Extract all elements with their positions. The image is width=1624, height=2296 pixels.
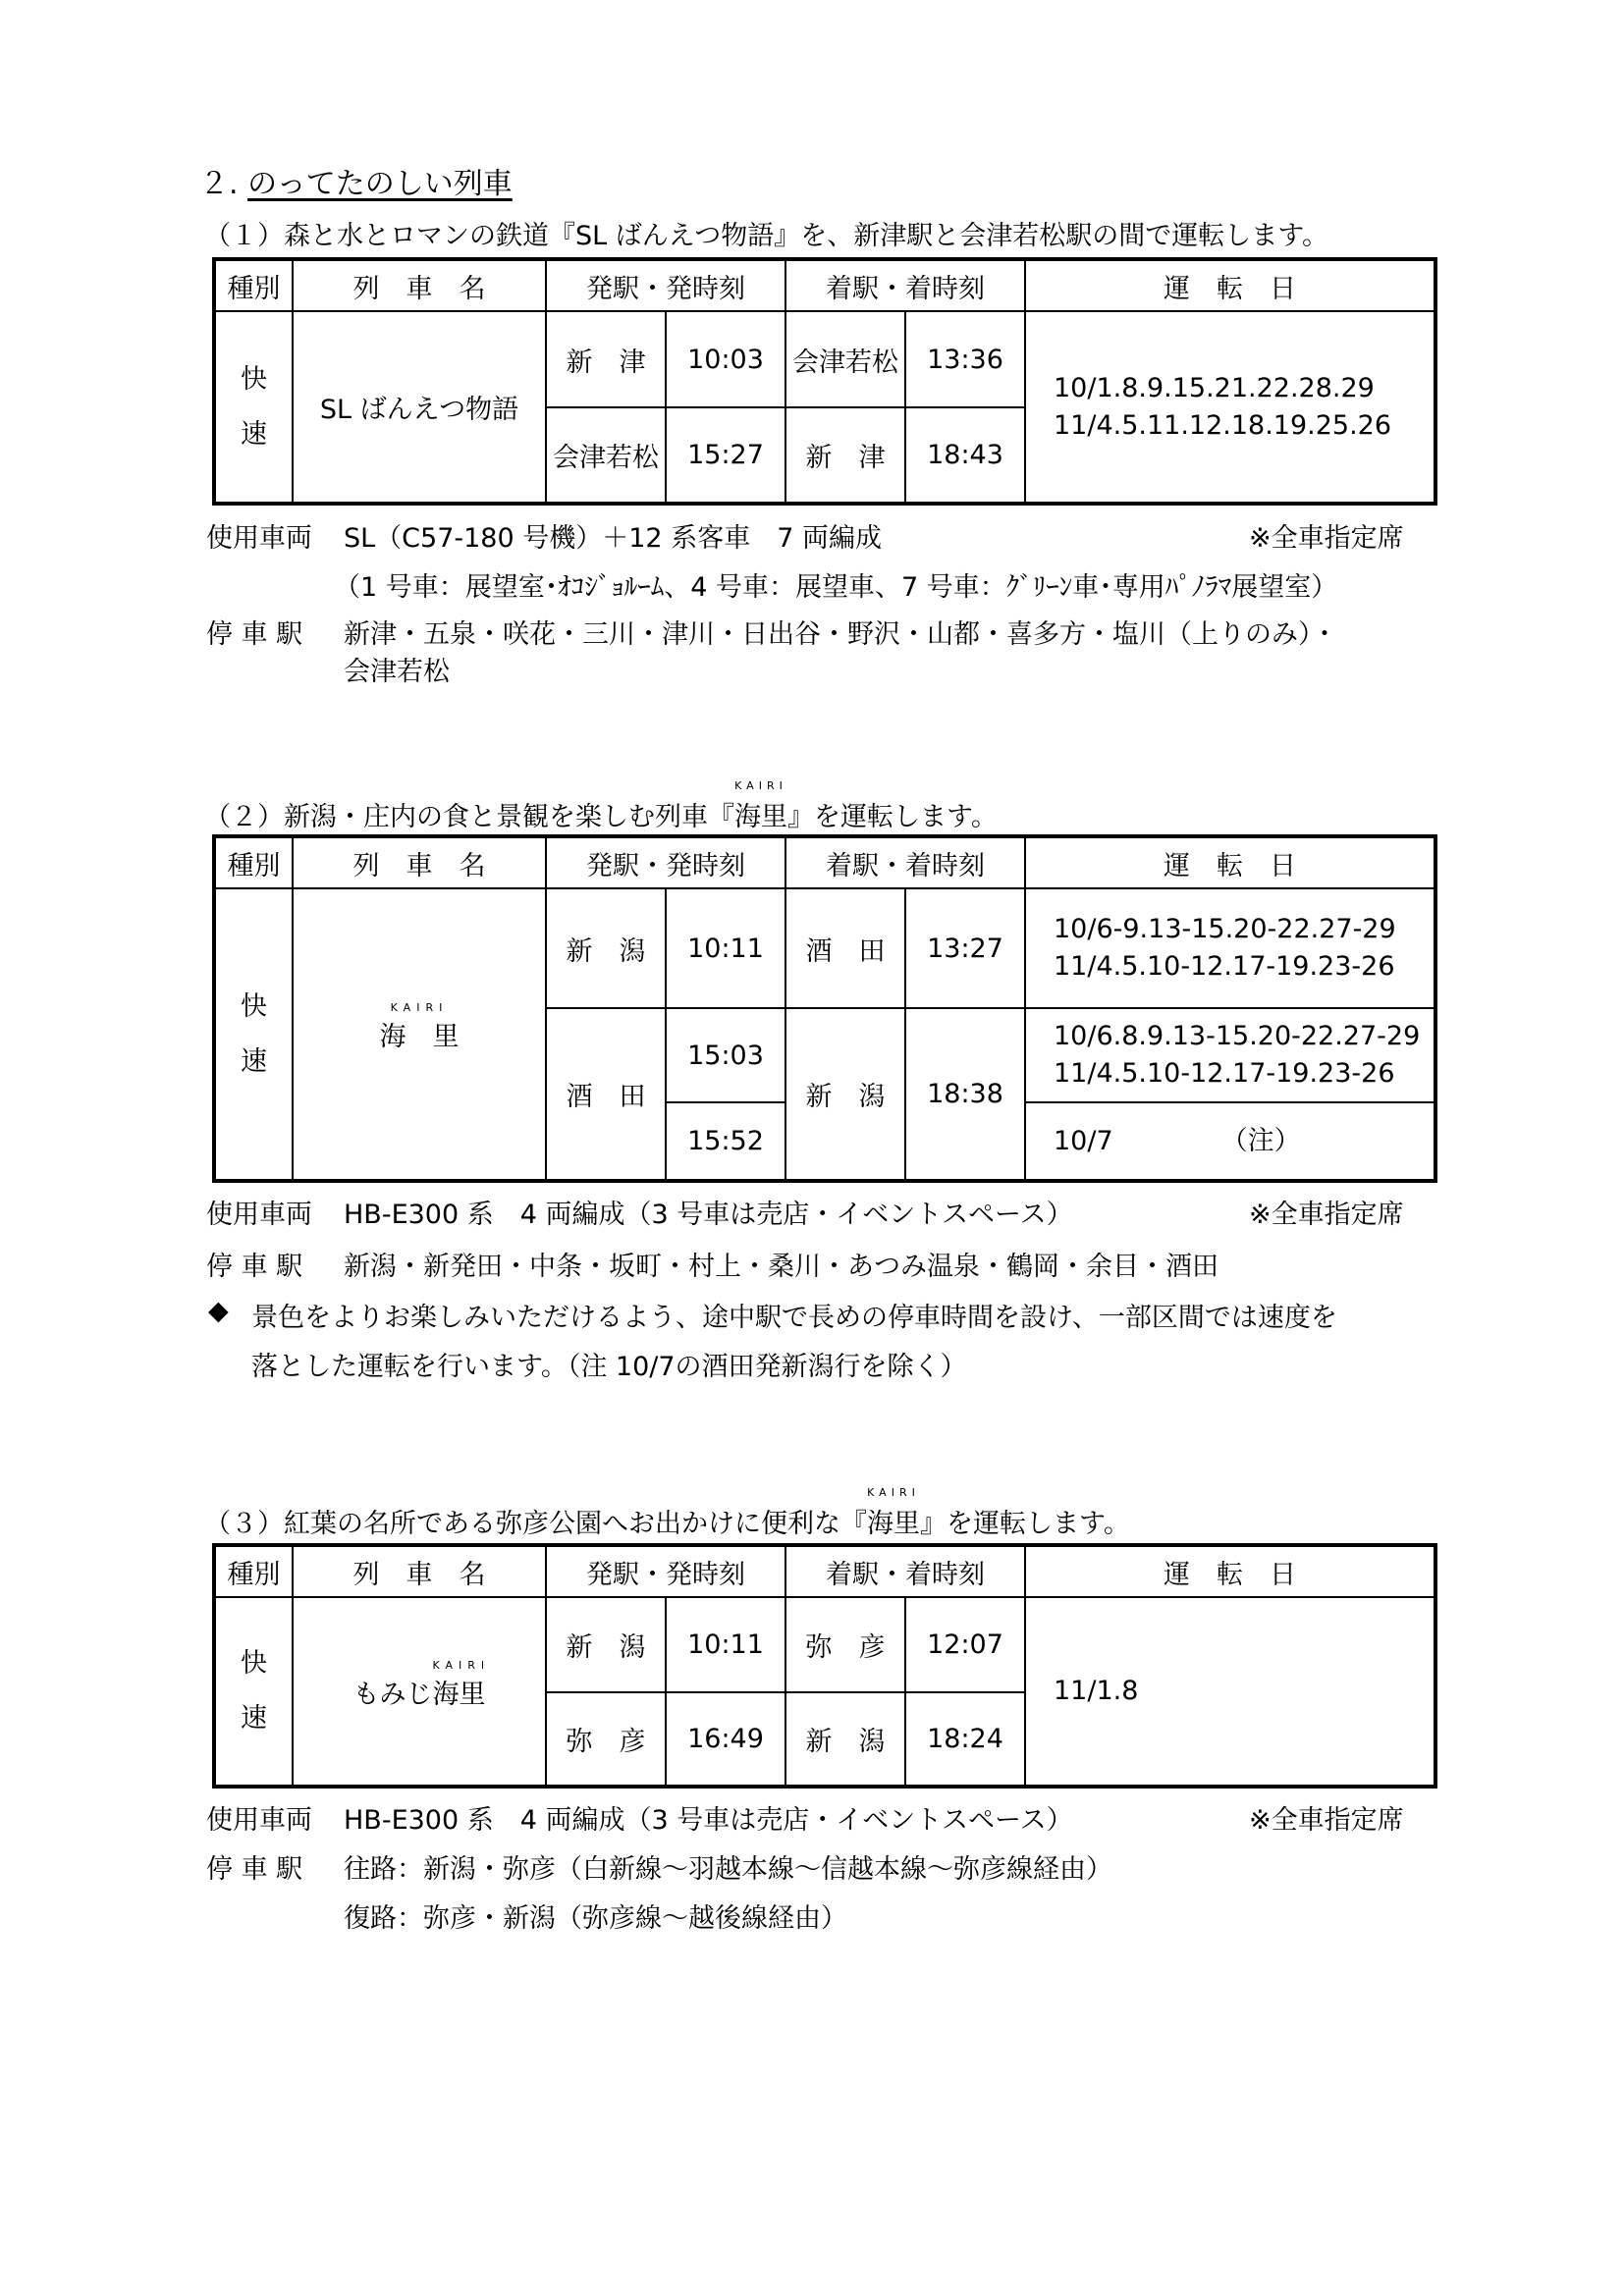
- header-days: 運 転 日: [1025, 836, 1435, 888]
- section1-stops: 停 車 駅 新津・五泉・咲花・三川・津川・日出谷・野沢・山都・喜多方・塩川（上りのみ）・: [206, 619, 1338, 650]
- arr-station: 弥 彦: [785, 1597, 905, 1691]
- section3-table: [212, 1543, 1437, 1789]
- header-type: 種別: [214, 836, 293, 888]
- section3-stops: 停 車 駅 往路：新潟・弥彦（白新線～羽越本線～信越本線～弥彦線経由）: [206, 1854, 1112, 1885]
- train-name: SL ばんえつ物語: [293, 311, 546, 504]
- ruby-text: KAIRI: [432, 1658, 491, 1672]
- section2-vehicle: 使用車両 HB-E300 系 4 両編成（3 号車は売店・イベントスペース）: [206, 1200, 1073, 1230]
- dep-time: 16:49: [666, 1692, 785, 1787]
- section1-heading: （１）森と水とロマンの鉄道『SL ばんえつ物語』を、新津駅と会津若松駅の間で運転します。: [204, 221, 1329, 251]
- arr-time: 18:43: [905, 407, 1025, 504]
- ruby-text: KAIRI: [734, 779, 787, 792]
- bullet-icon: ◆: [208, 1296, 229, 1326]
- dep-time: 15:27: [666, 407, 785, 504]
- operation-days: 10/6.8.9.13-15.20-22.27-29 11/4.5.10-12.17-19.23-26: [1025, 1008, 1435, 1102]
- operation-days: 10/6-9.13-15.20-22.27-29 11/4.5.10-12.17-19.23-26: [1025, 888, 1435, 1008]
- dep-time: 10:03: [666, 311, 785, 407]
- arr-time: 18:38: [905, 1008, 1025, 1181]
- operation-days: 11/1.8: [1025, 1597, 1435, 1787]
- header-days: 運 転 日: [1025, 259, 1435, 311]
- dep-station: 酒 田: [546, 1008, 666, 1181]
- arr-time: 18:24: [905, 1692, 1025, 1787]
- arr-station: 新 潟: [785, 1692, 905, 1787]
- dep-station: 新 津: [546, 311, 666, 407]
- arr-time: 13:27: [905, 888, 1025, 1008]
- section3-stops-return: 復路：弥彦・新潟（弥彦線～越後線経由）: [344, 1903, 847, 1934]
- header-type: 種別: [214, 1545, 293, 1597]
- ruby-text: KAIRI: [867, 1486, 920, 1499]
- dep-station: 弥 彦: [546, 1692, 666, 1787]
- dep-station: 新 潟: [546, 1597, 666, 1691]
- arr-station: 新 潟: [785, 1008, 905, 1181]
- section1-reserved: ※全車指定席: [1249, 523, 1404, 554]
- arr-time: 13:36: [905, 311, 1025, 407]
- dep-station: 新 潟: [546, 888, 666, 1008]
- section1-table: [212, 257, 1437, 506]
- title-text: のってたのしい列車: [247, 167, 513, 201]
- section1-vehicle: 使用車両 SL（C57-180 号機）＋12 系客車 7 両編成: [206, 523, 882, 554]
- dep-time: 15:03: [666, 1008, 785, 1102]
- section3-reserved: ※全車指定席: [1249, 1805, 1404, 1836]
- section2-stops: 停 車 駅 新潟・新発田・中条・坂町・村上・桑川・あつみ温泉・鶴岡・余目・酒田: [206, 1252, 1218, 1282]
- train-type: 快 速: [214, 888, 293, 1181]
- header-days: 運 転 日: [1025, 1545, 1435, 1597]
- header-arr: 着駅・着時刻: [785, 259, 1025, 311]
- header-arr: 着駅・着時刻: [785, 836, 1025, 888]
- section1-vehicle-note: （1 号車：展望室･ｵｺｼﾞｮﾙｰﾑ、4 号車：展望車、7 号車：ｸﾞﾘｰﾝ車･専用ﾊﾟﾉﾗﾏ展望室）: [334, 572, 1338, 603]
- train-type: 快 速: [214, 1597, 293, 1787]
- header-arr: 着駅・着時刻: [785, 1545, 1025, 1597]
- dep-time: 10:11: [666, 888, 785, 1008]
- header-name: 列 車 名: [293, 1545, 546, 1597]
- section3-heading: （３）紅葉の名所である弥彦公園へお出かけに便利な『 KAIRI 海里』を運転します。: [204, 1486, 1130, 1539]
- train-name: KAIRI 海 里: [293, 888, 546, 1181]
- arr-time: 12:07: [905, 1597, 1025, 1691]
- header-dep: 発駅・発時刻: [546, 1545, 785, 1597]
- header-type: 種別: [214, 259, 293, 311]
- arr-station: 新 津: [785, 407, 905, 504]
- page-title: [199, 159, 513, 202]
- section2-table: [212, 834, 1437, 1183]
- train-name: もみじ KAIRI 海里: [293, 1597, 546, 1787]
- header-dep: 発駅・発時刻: [546, 259, 785, 311]
- operation-days: 10/7 （注）: [1025, 1102, 1435, 1181]
- operation-days: 10/1.8.9.15.21.22.28.29 11/4.5.11.12.18.19.25.26: [1025, 311, 1435, 504]
- dep-time: 15:52: [666, 1102, 785, 1181]
- ruby-text: KAIRI: [390, 1001, 449, 1014]
- header-name: 列 車 名: [293, 259, 546, 311]
- section1-stops-cont: 会津若松: [344, 657, 450, 687]
- section2-note-line2: 落とした運転を行います。（注 10/7の酒田発新潟行を除く）: [251, 1352, 967, 1382]
- dep-station: 会津若松: [546, 407, 666, 504]
- header-dep: 発駅・発時刻: [546, 836, 785, 888]
- section2-heading: （２）新潟・庄内の食と景観を楽しむ列車『 KAIRI 海里』を運転します。: [204, 779, 998, 832]
- section2-note-line1: 景色をよりお楽しみいただけるよう、途中駅で長めの停車時間を設け、一部区間では速度を: [251, 1303, 1337, 1333]
- title-number: ２.: [199, 167, 239, 201]
- header-name: 列 車 名: [293, 836, 546, 888]
- arr-station: 会津若松: [785, 311, 905, 407]
- dep-time: 10:11: [666, 1597, 785, 1691]
- arr-station: 酒 田: [785, 888, 905, 1008]
- section3-vehicle: 使用車両 HB-E300 系 4 両編成（3 号車は売店・イベントスペース）: [206, 1805, 1073, 1836]
- train-type: 快 速: [214, 311, 293, 504]
- section2-reserved: ※全車指定席: [1249, 1200, 1404, 1230]
